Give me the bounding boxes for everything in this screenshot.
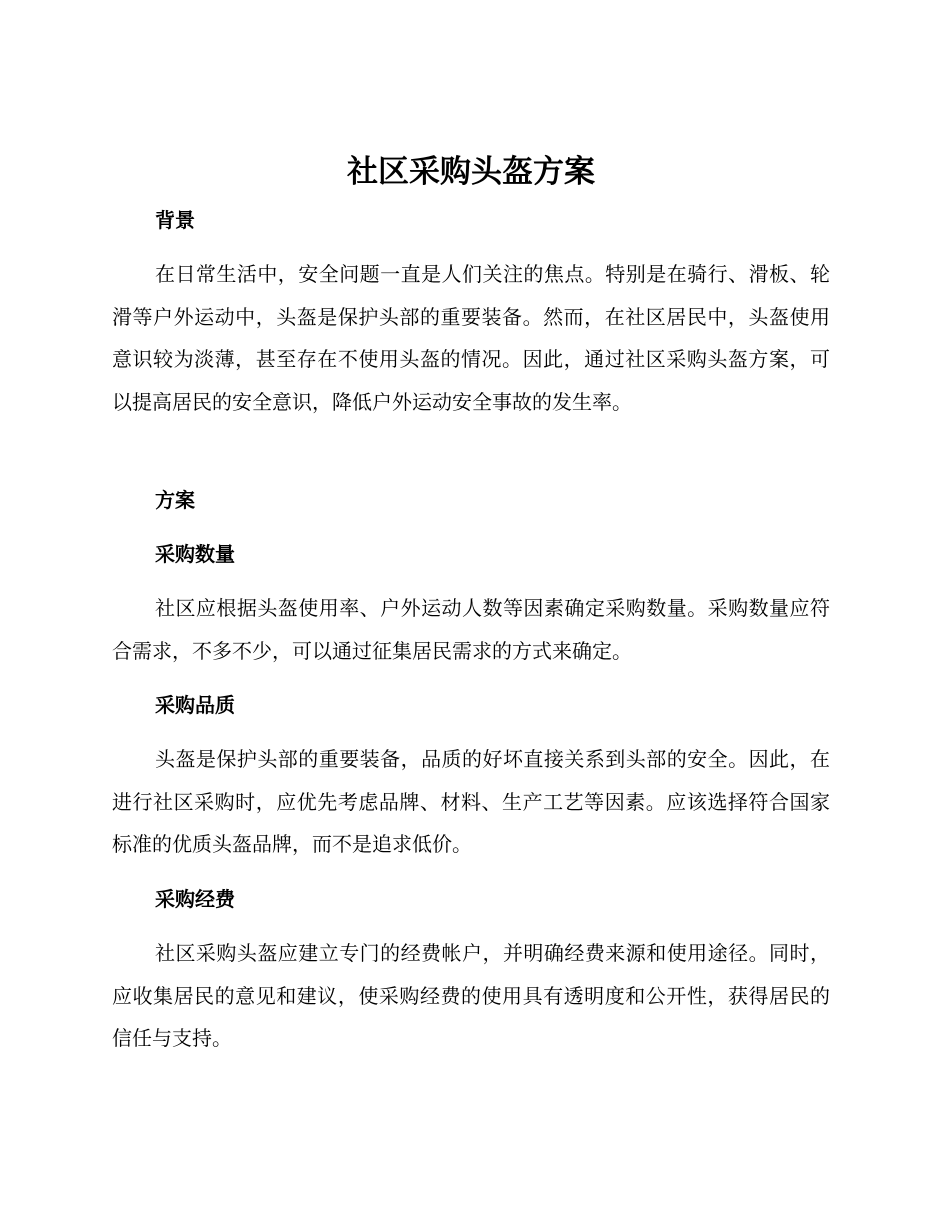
paragraph-background: 在日常生活中，安全问题一直是人们关注的焦点。特别是在骑行、滑板、轮滑等户外运动中，头盔是保护头部的重要装备。然而，在社区居民中，头盔使用意识较为淡薄，甚至存在不使用头盔的情况。因此，通过社区采购头盔方案，可以提高居民的安全意识，降低户外运动安全事故的发生率。: [112, 262, 830, 414]
paragraph-quantity: 社区应根据头盔使用率、户外运动人数等因素确定采购数量。采购数量应符合需求，不多不少，可以通过征集居民需求的方式来确定。: [112, 596, 830, 663]
section-heading-quality: 采购品质: [155, 693, 235, 717]
section-heading-plan: 方案: [155, 488, 195, 512]
section-heading-funding: 采购经费: [155, 887, 235, 911]
paragraph-funding: 社区采购头盔应建立专门的经费帐户，并明确经费来源和使用途径。同时，应收集居民的意见和建议，使采购经费的使用具有透明度和公开性，获得居民的信任与支持。: [112, 941, 830, 1050]
paragraph-quality: 头盔是保护头部的重要装备，品质的好坏直接关系到头部的安全。因此，在进行社区采购时，应优先考虑品牌、材料、生产工艺等因素。应该选择符合国家标准的优质头盔品牌，而不是追求低价。: [112, 747, 830, 856]
section-heading-quantity: 采购数量: [155, 542, 235, 566]
section-heading-background: 背景: [155, 208, 195, 232]
document-title: 社区采购头盔方案: [347, 154, 595, 190]
